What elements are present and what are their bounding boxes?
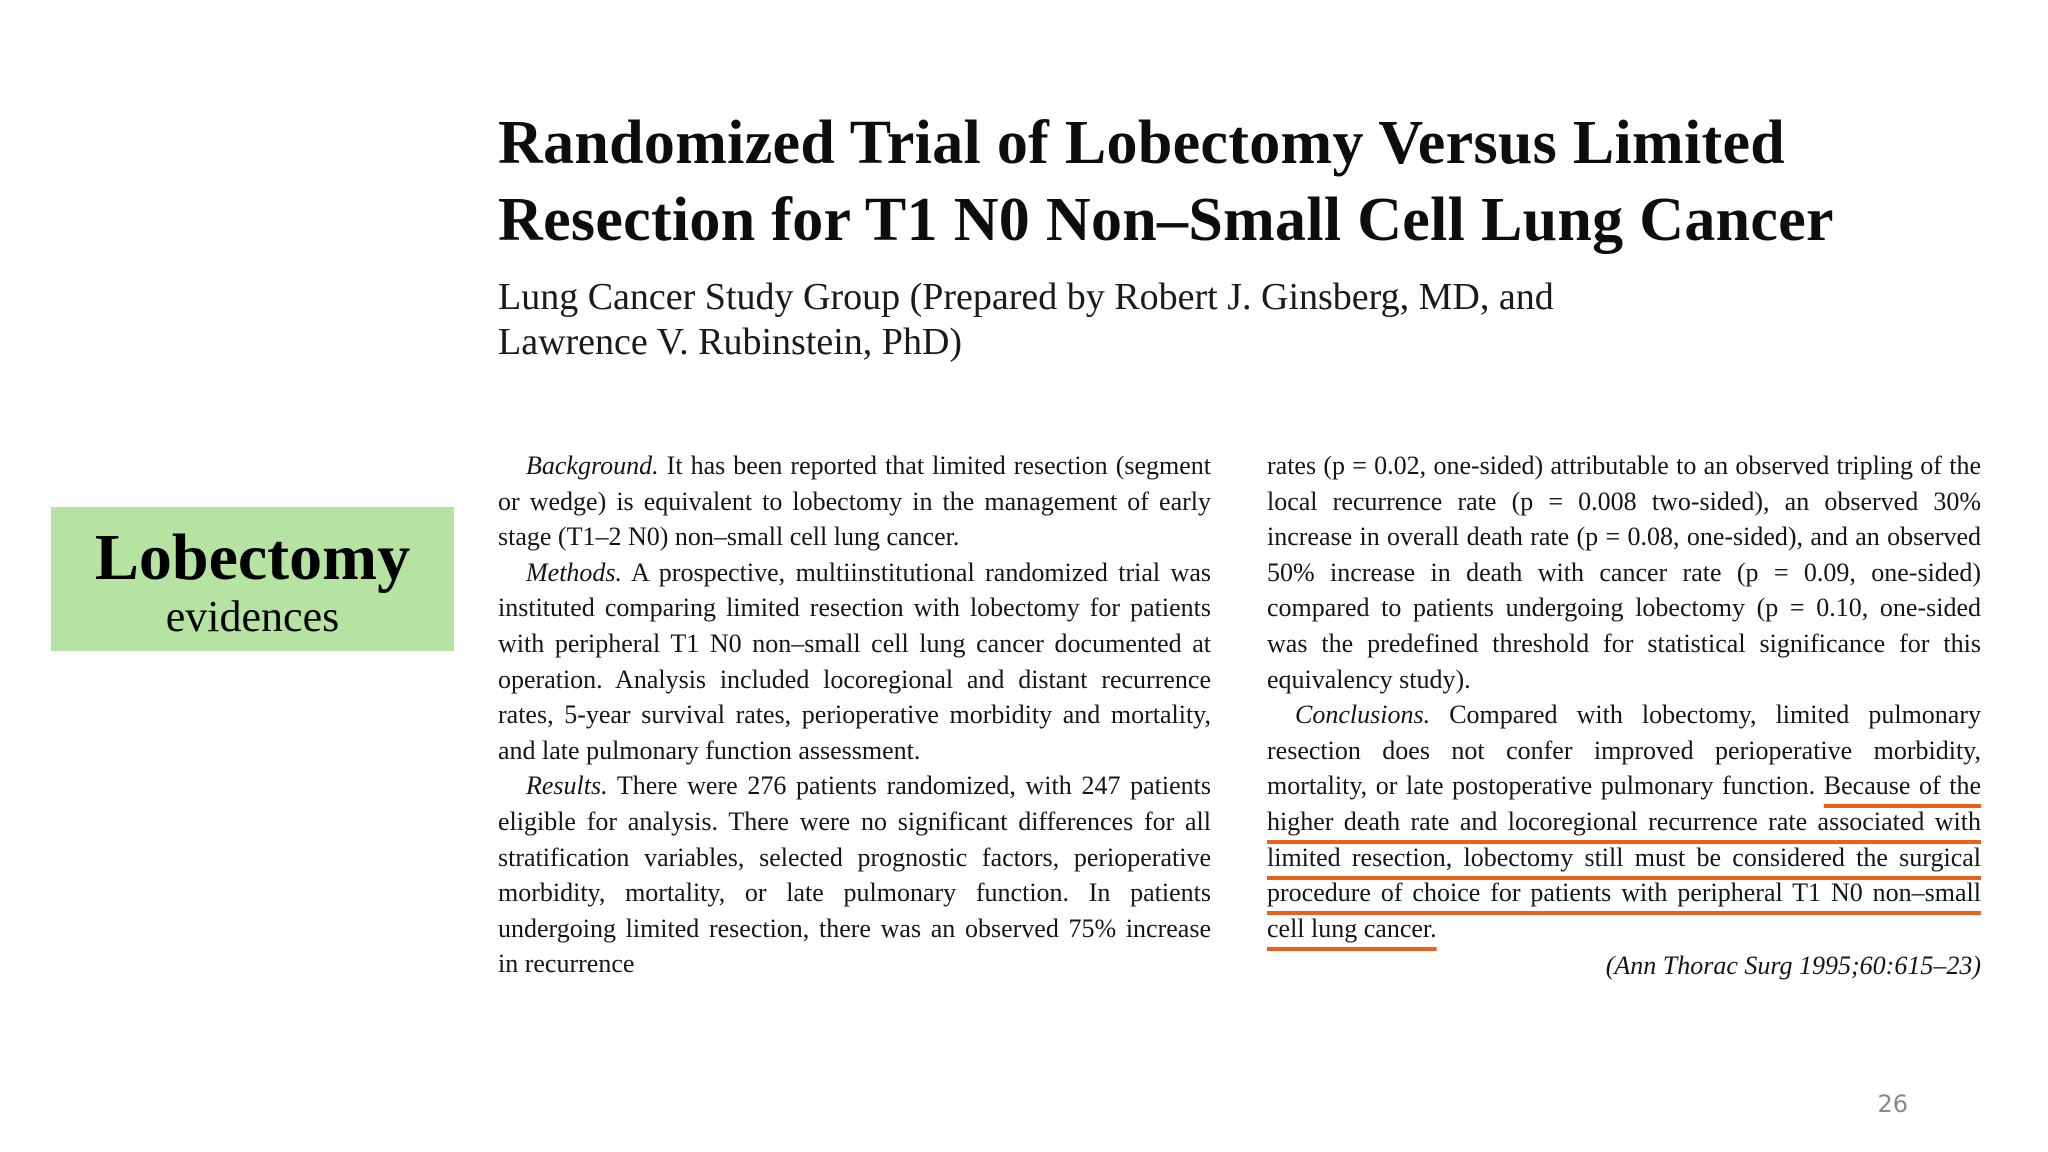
results-label: Results. — [526, 771, 608, 801]
paper-header — [498, 105, 1988, 365]
methods-label: Methods. — [526, 557, 623, 587]
methods-paragraph — [498, 555, 1211, 769]
abstract-right-column — [1267, 448, 1981, 984]
results-continued: rates (p = 0.02, one-sided) attributable to an observed tripling of the local recurrence rate (p = 0.008 two-sided), an observed 30% increase in overall death rate (p = 0.08, one-sided), and an observed 50% increase in death with cancer rate (p = 0.09, one-sided) compared to patients undergoing lobectomy (p = 0.10, one-sided was the predefined threshold for statistical significance for this equivalency study). — [1267, 451, 1981, 694]
results-text: There were 276 patients randomized, with 247 patients eligible for analysis. There were no significant differences for all stratification variables, selected prognostic factors, perioperative morbidity, mortality, or late pulmonary function. In patients undergoing limited resection, there was an observed 75% increase in recurrence — [498, 771, 1212, 979]
abstract-left-column — [498, 448, 1211, 982]
conclusions-label: Conclusions. — [1295, 700, 1431, 730]
paper-title-line2: Resection for T1 N0 Non–Small Cell Lung Cancer — [498, 186, 1834, 254]
background-paragraph — [498, 448, 1211, 555]
authors-line1: Lung Cancer Study Group (Prepared by Robert J. Ginsberg, MD, and — [498, 276, 1554, 318]
label-subtitle: evidences — [165, 592, 340, 641]
paper-authors — [498, 275, 1988, 365]
conclusions-text: Compared with lobectomy, limited pulmonary resection does not confer improved perioperative morbidity, mortality, or late postoperative pulmonary function. — [1267, 700, 1981, 801]
results-paragraph — [498, 768, 1211, 982]
background-text: It has been reported that limited resection (segment or wedge) is equivalent to lobectomy in the management of early stage (T1–2 N0) non–small cell lung cancer. — [498, 451, 1211, 552]
methods-text: A prospective, multiinstitutional randomized trial was instituted comparing limited resection with lobectomy for patients with peripheral T1 N0 non–small cell lung cancer documented at operation. Analysis included locoregional and distant recurrence rates, 5-year survival rates, perioperative morbidity and mortality, and late pulmonary function assessment. — [498, 557, 1211, 765]
authors-line2: Lawrence V. Rubinstein, PhD) — [498, 321, 963, 363]
label-title: Lobectomy — [94, 521, 411, 594]
conclusions-highlight: Because of the higher death rate and locoregional recurrence rate associated with limited resection, lobectomy still must be considered the surgical procedure of choice for patients with peripheral T1 N0 non–small cell lung cancer. — [1267, 771, 1982, 943]
paper-title-line1: Randomized Trial of Lobectomy Versus Limited — [498, 109, 1786, 177]
paper-title — [498, 105, 1988, 259]
citation: (Ann Thorac Surg 1995;60:615–23) — [1605, 951, 1981, 981]
page-number: 26 — [1877, 1090, 1908, 1118]
conclusions-paragraph — [1267, 697, 1981, 946]
background-label: Background. — [526, 451, 659, 480]
lobectomy-label-box — [51, 507, 454, 651]
